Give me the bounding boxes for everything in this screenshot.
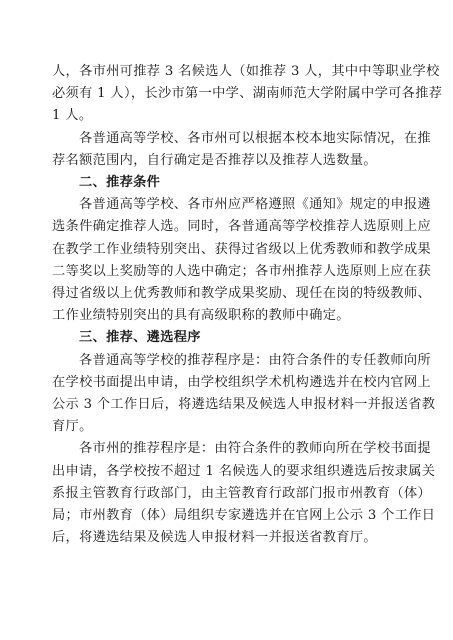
- text-line: 二等奖以上奖励等的人选中确定；各市州推荐人选原则上应在获: [52, 263, 432, 279]
- text-line: 各普通高等学校、各市州可以根据本校本地实际情况，在推: [79, 130, 431, 146]
- heading-recommendation-procedure: 三、推荐、遴选程序: [79, 330, 201, 346]
- text-line: 公示 3 个工作日后，将遴选结果及候选人申报材料一并报送省教: [52, 397, 436, 413]
- text-line: 选条件确定推荐人选。同时，各普通高等学校推荐人选原则上应: [52, 219, 432, 235]
- text-line: 育厅。: [52, 419, 93, 435]
- text-line: 各市州的推荐程序是：由符合条件的教师向所在学校书面提: [79, 441, 431, 457]
- text-line: 在学校书面提出申请，由学校组织学术机构遴选并在校内官网上: [52, 374, 432, 390]
- text-line: 工作业绩特别突出的具有高级职称的教师中确定。: [52, 308, 350, 324]
- text-line: 各普通高等学校的推荐程序是：由符合条件的专任教师向所: [79, 352, 431, 368]
- text-line: 1 人。: [52, 108, 93, 124]
- text-line: 荐名额范围内，自行确定是否推荐以及推荐人选数量。: [52, 152, 377, 168]
- text-line: 后，将遴选结果及候选人申报材料一并报送省教育厅。: [52, 530, 377, 546]
- document-body: [52, 61, 443, 549]
- text-line: 得过省级以上优秀教师和教学成果奖励、现任在岗的特级教师、: [52, 286, 432, 302]
- paragraph-university-procedure: [52, 350, 436, 439]
- text-line: 在教学工作业绩特别突出、获得过省级以上优秀教师和教学成果: [52, 241, 432, 257]
- text-line: 局；市州教育（体）局组织专家遴选并在官网上公示 3 个工作日: [52, 508, 436, 524]
- heading-recommendation-conditions: 二、推荐条件: [79, 175, 161, 191]
- text-line: 系报主管教育行政部门，由主管教育行政部门报市州教育（体）: [52, 485, 432, 501]
- text-line: 人，各市州可推荐 3 名候选人（如推荐 3 人，其中中等职业学校: [52, 64, 440, 79]
- text-line: 出申请，各学校按不超过 1 名候选人的要求组织遴选后按隶属关: [52, 463, 436, 479]
- paragraph-city-procedure: [52, 438, 436, 549]
- paragraph-nomination-quota-continued: [52, 61, 443, 128]
- paragraph-recommendation-conditions: [52, 194, 432, 327]
- paragraph-nomination-count: [52, 128, 431, 172]
- text-line: 必须有 1 人），长沙市第一中学、湖南师范大学附属中学可各推荐: [52, 86, 443, 102]
- text-line: 各普通高等学校、各市州应严格遵照《通知》规定的申报遴: [79, 197, 431, 213]
